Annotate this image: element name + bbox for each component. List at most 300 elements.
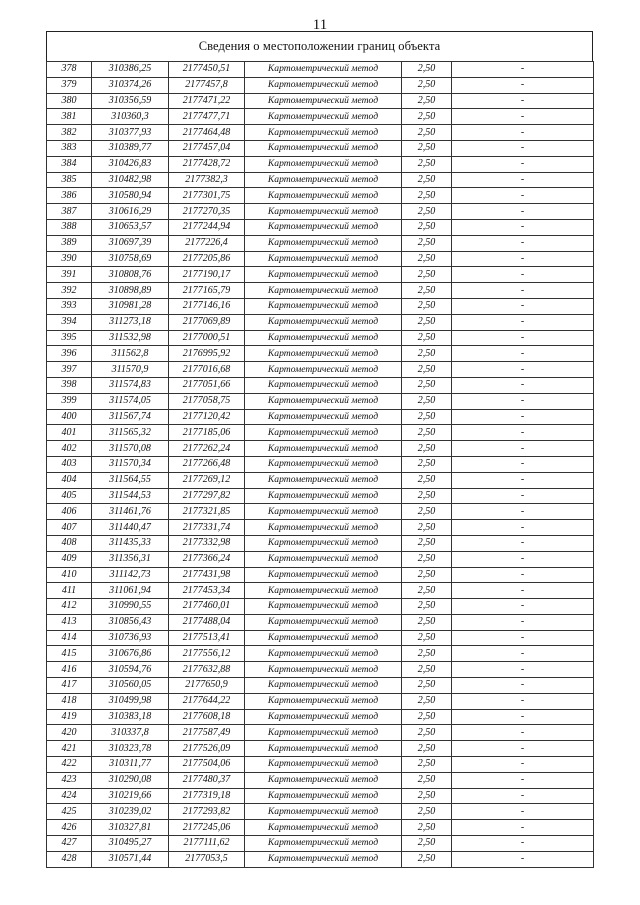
description-cell: - — [452, 741, 594, 757]
description-cell: - — [452, 219, 594, 235]
description-cell: - — [452, 456, 594, 472]
description-cell: - — [452, 535, 594, 551]
point-number-cell: 418 — [47, 693, 92, 709]
accuracy-cell: 2,50 — [402, 204, 452, 220]
y-coordinate-cell: 2177464,48 — [169, 125, 245, 141]
method-cell: Картометрический метод — [245, 283, 402, 299]
method-cell: Картометрический метод — [245, 741, 402, 757]
point-number-cell: 403 — [47, 456, 92, 472]
method-cell: Картометрический метод — [245, 125, 402, 141]
point-number-cell: 428 — [47, 851, 92, 867]
point-number-cell: 400 — [47, 409, 92, 425]
y-coordinate-cell: 2177051,66 — [169, 377, 245, 393]
x-coordinate-cell: 310389,77 — [92, 140, 169, 156]
y-coordinate-cell: 2177428,72 — [169, 156, 245, 172]
point-number-cell: 385 — [47, 172, 92, 188]
method-cell: Картометрический метод — [245, 472, 402, 488]
accuracy-cell: 2,50 — [402, 725, 452, 741]
table-row — [47, 393, 594, 409]
point-number-cell: 380 — [47, 93, 92, 109]
table-row — [47, 741, 594, 757]
x-coordinate-cell: 311565,32 — [92, 425, 169, 441]
table-row — [47, 788, 594, 804]
description-cell: - — [452, 678, 594, 694]
method-cell: Картометрический метод — [245, 346, 402, 362]
method-cell: Картометрический метод — [245, 535, 402, 551]
accuracy-cell: 2,50 — [402, 820, 452, 836]
method-cell: Картометрический метод — [245, 851, 402, 867]
point-number-cell: 388 — [47, 219, 92, 235]
y-coordinate-cell: 2177262,24 — [169, 441, 245, 457]
method-cell: Картометрический метод — [245, 409, 402, 425]
accuracy-cell: 2,50 — [402, 788, 452, 804]
point-number-cell: 402 — [47, 441, 92, 457]
point-number-cell: 393 — [47, 298, 92, 314]
accuracy-cell: 2,50 — [402, 235, 452, 251]
x-coordinate-cell: 310990,55 — [92, 599, 169, 615]
description-cell: - — [452, 488, 594, 504]
method-cell: Картометрический метод — [245, 725, 402, 741]
accuracy-cell: 2,50 — [402, 757, 452, 773]
method-cell: Картометрический метод — [245, 757, 402, 773]
y-coordinate-cell: 2177480,37 — [169, 772, 245, 788]
accuracy-cell: 2,50 — [402, 62, 452, 78]
boundary-sheet — [46, 31, 593, 868]
point-number-cell: 416 — [47, 662, 92, 678]
table-row — [47, 567, 594, 583]
x-coordinate-cell: 310616,29 — [92, 204, 169, 220]
description-cell: - — [452, 630, 594, 646]
method-cell: Картометрический метод — [245, 488, 402, 504]
point-number-cell: 415 — [47, 646, 92, 662]
method-cell: Картометрический метод — [245, 583, 402, 599]
page-number: 11 — [312, 17, 328, 33]
accuracy-cell: 2,50 — [402, 109, 452, 125]
description-cell: - — [452, 377, 594, 393]
table-row — [47, 504, 594, 520]
method-cell: Картометрический метод — [245, 77, 402, 93]
point-number-cell: 387 — [47, 204, 92, 220]
method-cell: Картометрический метод — [245, 251, 402, 267]
table-title: Сведения о местоположении границ объекта — [46, 31, 593, 61]
accuracy-cell: 2,50 — [402, 741, 452, 757]
x-coordinate-cell: 310580,94 — [92, 188, 169, 204]
x-coordinate-cell: 311532,98 — [92, 330, 169, 346]
x-coordinate-cell: 311061,94 — [92, 583, 169, 599]
x-coordinate-cell: 311562,8 — [92, 346, 169, 362]
accuracy-cell: 2,50 — [402, 599, 452, 615]
method-cell: Картометрический метод — [245, 772, 402, 788]
description-cell: - — [452, 425, 594, 441]
method-cell: Картометрический метод — [245, 630, 402, 646]
description-cell: - — [452, 583, 594, 599]
accuracy-cell: 2,50 — [402, 662, 452, 678]
point-number-cell: 395 — [47, 330, 92, 346]
y-coordinate-cell: 2177319,18 — [169, 788, 245, 804]
point-number-cell: 389 — [47, 235, 92, 251]
description-cell: - — [452, 235, 594, 251]
table-row — [47, 267, 594, 283]
point-number-cell: 396 — [47, 346, 92, 362]
accuracy-cell: 2,50 — [402, 172, 452, 188]
accuracy-cell: 2,50 — [402, 125, 452, 141]
table-row — [47, 77, 594, 93]
accuracy-cell: 2,50 — [402, 535, 452, 551]
method-cell: Картометрический метод — [245, 156, 402, 172]
method-cell: Картометрический метод — [245, 62, 402, 78]
description-cell: - — [452, 156, 594, 172]
x-coordinate-cell: 310337,8 — [92, 725, 169, 741]
x-coordinate-cell: 310495,27 — [92, 836, 169, 852]
description-cell: - — [452, 62, 594, 78]
x-coordinate-cell: 310736,93 — [92, 630, 169, 646]
y-coordinate-cell: 2177366,24 — [169, 551, 245, 567]
accuracy-cell: 2,50 — [402, 836, 452, 852]
method-cell: Картометрический метод — [245, 441, 402, 457]
accuracy-cell: 2,50 — [402, 346, 452, 362]
y-coordinate-cell: 2177185,06 — [169, 425, 245, 441]
method-cell: Картометрический метод — [245, 267, 402, 283]
x-coordinate-cell: 310676,86 — [92, 646, 169, 662]
accuracy-cell: 2,50 — [402, 504, 452, 520]
table-row — [47, 346, 594, 362]
point-number-cell: 392 — [47, 283, 92, 299]
description-cell: - — [452, 283, 594, 299]
y-coordinate-cell: 2177453,34 — [169, 583, 245, 599]
y-coordinate-cell: 2177321,85 — [169, 504, 245, 520]
point-number-cell: 405 — [47, 488, 92, 504]
y-coordinate-cell: 2177016,68 — [169, 362, 245, 378]
x-coordinate-cell: 311356,31 — [92, 551, 169, 567]
method-cell: Картометрический метод — [245, 567, 402, 583]
point-number-cell: 411 — [47, 583, 92, 599]
point-number-cell: 412 — [47, 599, 92, 615]
table-row — [47, 314, 594, 330]
y-coordinate-cell: 2177477,71 — [169, 109, 245, 125]
x-coordinate-cell: 310808,76 — [92, 267, 169, 283]
method-cell: Картометрический метод — [245, 93, 402, 109]
x-coordinate-cell: 311273,18 — [92, 314, 169, 330]
x-coordinate-cell: 310219,66 — [92, 788, 169, 804]
y-coordinate-cell: 2177504,06 — [169, 757, 245, 773]
accuracy-cell: 2,50 — [402, 330, 452, 346]
method-cell: Картометрический метод — [245, 709, 402, 725]
method-cell: Картометрический метод — [245, 456, 402, 472]
y-coordinate-cell: 2177608,18 — [169, 709, 245, 725]
x-coordinate-cell: 310482,98 — [92, 172, 169, 188]
table-row — [47, 188, 594, 204]
table-row — [47, 441, 594, 457]
table-row — [47, 362, 594, 378]
description-cell: - — [452, 204, 594, 220]
description-cell: - — [452, 251, 594, 267]
description-cell: - — [452, 472, 594, 488]
accuracy-cell: 2,50 — [402, 283, 452, 299]
description-cell: - — [452, 125, 594, 141]
point-number-cell: 417 — [47, 678, 92, 694]
table-row — [47, 535, 594, 551]
point-number-cell: 401 — [47, 425, 92, 441]
x-coordinate-cell: 311435,33 — [92, 535, 169, 551]
table-row — [47, 614, 594, 630]
x-coordinate-cell: 311544,53 — [92, 488, 169, 504]
accuracy-cell: 2,50 — [402, 614, 452, 630]
table-row — [47, 599, 594, 615]
y-coordinate-cell: 2177457,8 — [169, 77, 245, 93]
point-number-cell: 390 — [47, 251, 92, 267]
x-coordinate-cell: 310323,78 — [92, 741, 169, 757]
x-coordinate-cell: 311440,47 — [92, 520, 169, 536]
description-cell: - — [452, 77, 594, 93]
table-row — [47, 725, 594, 741]
method-cell: Картометрический метод — [245, 362, 402, 378]
description-cell: - — [452, 725, 594, 741]
table-row — [47, 156, 594, 172]
table-row — [47, 851, 594, 867]
point-number-cell: 421 — [47, 741, 92, 757]
y-coordinate-cell: 2177431,98 — [169, 567, 245, 583]
accuracy-cell: 2,50 — [402, 377, 452, 393]
table-row — [47, 662, 594, 678]
accuracy-cell: 2,50 — [402, 140, 452, 156]
y-coordinate-cell: 2177058,75 — [169, 393, 245, 409]
description-cell: - — [452, 172, 594, 188]
point-number-cell: 378 — [47, 62, 92, 78]
accuracy-cell: 2,50 — [402, 520, 452, 536]
x-coordinate-cell: 311570,08 — [92, 441, 169, 457]
point-number-cell: 420 — [47, 725, 92, 741]
description-cell: - — [452, 851, 594, 867]
table-row — [47, 172, 594, 188]
method-cell: Картометрический метод — [245, 393, 402, 409]
description-cell: - — [452, 362, 594, 378]
method-cell: Картометрический метод — [245, 425, 402, 441]
table-row — [47, 219, 594, 235]
y-coordinate-cell: 2177244,94 — [169, 219, 245, 235]
y-coordinate-cell: 2177297,82 — [169, 488, 245, 504]
method-cell: Картометрический метод — [245, 314, 402, 330]
table-row — [47, 772, 594, 788]
y-coordinate-cell: 2177266,48 — [169, 456, 245, 472]
description-cell: - — [452, 393, 594, 409]
y-coordinate-cell: 2176995,92 — [169, 346, 245, 362]
point-number-cell: 406 — [47, 504, 92, 520]
table-row — [47, 630, 594, 646]
description-cell: - — [452, 330, 594, 346]
description-cell: - — [452, 409, 594, 425]
coordinates-table — [46, 61, 594, 868]
y-coordinate-cell: 2177293,82 — [169, 804, 245, 820]
accuracy-cell: 2,50 — [402, 472, 452, 488]
method-cell: Картометрический метод — [245, 298, 402, 314]
y-coordinate-cell: 2177111,62 — [169, 836, 245, 852]
point-number-cell: 381 — [47, 109, 92, 125]
x-coordinate-cell: 311570,34 — [92, 456, 169, 472]
method-cell: Картометрический метод — [245, 330, 402, 346]
point-number-cell: 394 — [47, 314, 92, 330]
table-row — [47, 709, 594, 725]
method-cell: Картометрический метод — [245, 678, 402, 694]
description-cell: - — [452, 709, 594, 725]
accuracy-cell: 2,50 — [402, 93, 452, 109]
description-cell: - — [452, 298, 594, 314]
y-coordinate-cell: 2177587,49 — [169, 725, 245, 741]
accuracy-cell: 2,50 — [402, 678, 452, 694]
accuracy-cell: 2,50 — [402, 393, 452, 409]
y-coordinate-cell: 2177644,22 — [169, 693, 245, 709]
y-coordinate-cell: 2177526,09 — [169, 741, 245, 757]
description-cell: - — [452, 140, 594, 156]
y-coordinate-cell: 2177513,41 — [169, 630, 245, 646]
method-cell: Картометрический метод — [245, 788, 402, 804]
x-coordinate-cell: 310981,28 — [92, 298, 169, 314]
table-row — [47, 551, 594, 567]
accuracy-cell: 2,50 — [402, 77, 452, 93]
point-number-cell: 424 — [47, 788, 92, 804]
description-cell: - — [452, 820, 594, 836]
x-coordinate-cell: 310327,81 — [92, 820, 169, 836]
description-cell: - — [452, 188, 594, 204]
method-cell: Картометрический метод — [245, 235, 402, 251]
point-number-cell: 423 — [47, 772, 92, 788]
x-coordinate-cell: 310374,26 — [92, 77, 169, 93]
accuracy-cell: 2,50 — [402, 267, 452, 283]
accuracy-cell: 2,50 — [402, 804, 452, 820]
method-cell: Картометрический метод — [245, 140, 402, 156]
description-cell: - — [452, 346, 594, 362]
y-coordinate-cell: 2177332,98 — [169, 535, 245, 551]
table-row — [47, 235, 594, 251]
y-coordinate-cell: 2177450,51 — [169, 62, 245, 78]
description-cell: - — [452, 836, 594, 852]
description-cell: - — [452, 693, 594, 709]
table-row — [47, 109, 594, 125]
description-cell: - — [452, 757, 594, 773]
table-row — [47, 836, 594, 852]
y-coordinate-cell: 2177632,88 — [169, 662, 245, 678]
table-row — [47, 62, 594, 78]
table-row — [47, 820, 594, 836]
method-cell: Картометрический метод — [245, 820, 402, 836]
point-number-cell: 382 — [47, 125, 92, 141]
accuracy-cell: 2,50 — [402, 362, 452, 378]
y-coordinate-cell: 2177245,06 — [169, 820, 245, 836]
table-row — [47, 488, 594, 504]
x-coordinate-cell: 311574,05 — [92, 393, 169, 409]
y-coordinate-cell: 2177165,79 — [169, 283, 245, 299]
method-cell: Картометрический метод — [245, 693, 402, 709]
accuracy-cell: 2,50 — [402, 219, 452, 235]
y-coordinate-cell: 2177053,5 — [169, 851, 245, 867]
point-number-cell: 422 — [47, 757, 92, 773]
x-coordinate-cell: 310758,69 — [92, 251, 169, 267]
x-coordinate-cell: 311567,74 — [92, 409, 169, 425]
table-row — [47, 204, 594, 220]
description-cell: - — [452, 614, 594, 630]
point-number-cell: 386 — [47, 188, 92, 204]
y-coordinate-cell: 2177000,51 — [169, 330, 245, 346]
x-coordinate-cell: 311142,73 — [92, 567, 169, 583]
point-number-cell: 384 — [47, 156, 92, 172]
method-cell: Картометрический метод — [245, 204, 402, 220]
y-coordinate-cell: 2177301,75 — [169, 188, 245, 204]
table-row — [47, 678, 594, 694]
y-coordinate-cell: 2177269,12 — [169, 472, 245, 488]
method-cell: Картометрический метод — [245, 188, 402, 204]
table-row — [47, 409, 594, 425]
point-number-cell: 408 — [47, 535, 92, 551]
accuracy-cell: 2,50 — [402, 188, 452, 204]
description-cell: - — [452, 662, 594, 678]
method-cell: Картометрический метод — [245, 646, 402, 662]
y-coordinate-cell: 2177205,86 — [169, 251, 245, 267]
point-number-cell: 409 — [47, 551, 92, 567]
description-cell: - — [452, 109, 594, 125]
accuracy-cell: 2,50 — [402, 583, 452, 599]
y-coordinate-cell: 2177190,17 — [169, 267, 245, 283]
method-cell: Картометрический метод — [245, 172, 402, 188]
y-coordinate-cell: 2177146,16 — [169, 298, 245, 314]
table-row — [47, 251, 594, 267]
table-row — [47, 140, 594, 156]
description-cell: - — [452, 788, 594, 804]
table-row — [47, 377, 594, 393]
x-coordinate-cell: 310560,05 — [92, 678, 169, 694]
x-coordinate-cell: 310290,08 — [92, 772, 169, 788]
accuracy-cell: 2,50 — [402, 409, 452, 425]
accuracy-cell: 2,50 — [402, 156, 452, 172]
y-coordinate-cell: 2177226,4 — [169, 235, 245, 251]
y-coordinate-cell: 2177120,42 — [169, 409, 245, 425]
x-coordinate-cell: 311570,9 — [92, 362, 169, 378]
y-coordinate-cell: 2177457,04 — [169, 140, 245, 156]
table-row — [47, 693, 594, 709]
x-coordinate-cell: 310356,59 — [92, 93, 169, 109]
coordinates-table-body — [47, 62, 594, 868]
table-row — [47, 330, 594, 346]
x-coordinate-cell: 310311,77 — [92, 757, 169, 773]
description-cell: - — [452, 520, 594, 536]
accuracy-cell: 2,50 — [402, 646, 452, 662]
y-coordinate-cell: 2177650,9 — [169, 678, 245, 694]
x-coordinate-cell: 310697,39 — [92, 235, 169, 251]
method-cell: Картометрический метод — [245, 599, 402, 615]
x-coordinate-cell: 310386,25 — [92, 62, 169, 78]
description-cell: - — [452, 551, 594, 567]
accuracy-cell: 2,50 — [402, 709, 452, 725]
y-coordinate-cell: 2177460,01 — [169, 599, 245, 615]
description-cell: - — [452, 567, 594, 583]
point-number-cell: 383 — [47, 140, 92, 156]
x-coordinate-cell: 310594,76 — [92, 662, 169, 678]
x-coordinate-cell: 310571,44 — [92, 851, 169, 867]
point-number-cell: 404 — [47, 472, 92, 488]
table-row — [47, 520, 594, 536]
method-cell: Картометрический метод — [245, 219, 402, 235]
point-number-cell: 398 — [47, 377, 92, 393]
method-cell: Картометрический метод — [245, 109, 402, 125]
table-row — [47, 804, 594, 820]
accuracy-cell: 2,50 — [402, 772, 452, 788]
point-number-cell: 407 — [47, 520, 92, 536]
x-coordinate-cell: 310377,93 — [92, 125, 169, 141]
accuracy-cell: 2,50 — [402, 851, 452, 867]
y-coordinate-cell: 2177471,22 — [169, 93, 245, 109]
table-row — [47, 583, 594, 599]
description-cell: - — [452, 441, 594, 457]
point-number-cell: 413 — [47, 614, 92, 630]
x-coordinate-cell: 310499,98 — [92, 693, 169, 709]
